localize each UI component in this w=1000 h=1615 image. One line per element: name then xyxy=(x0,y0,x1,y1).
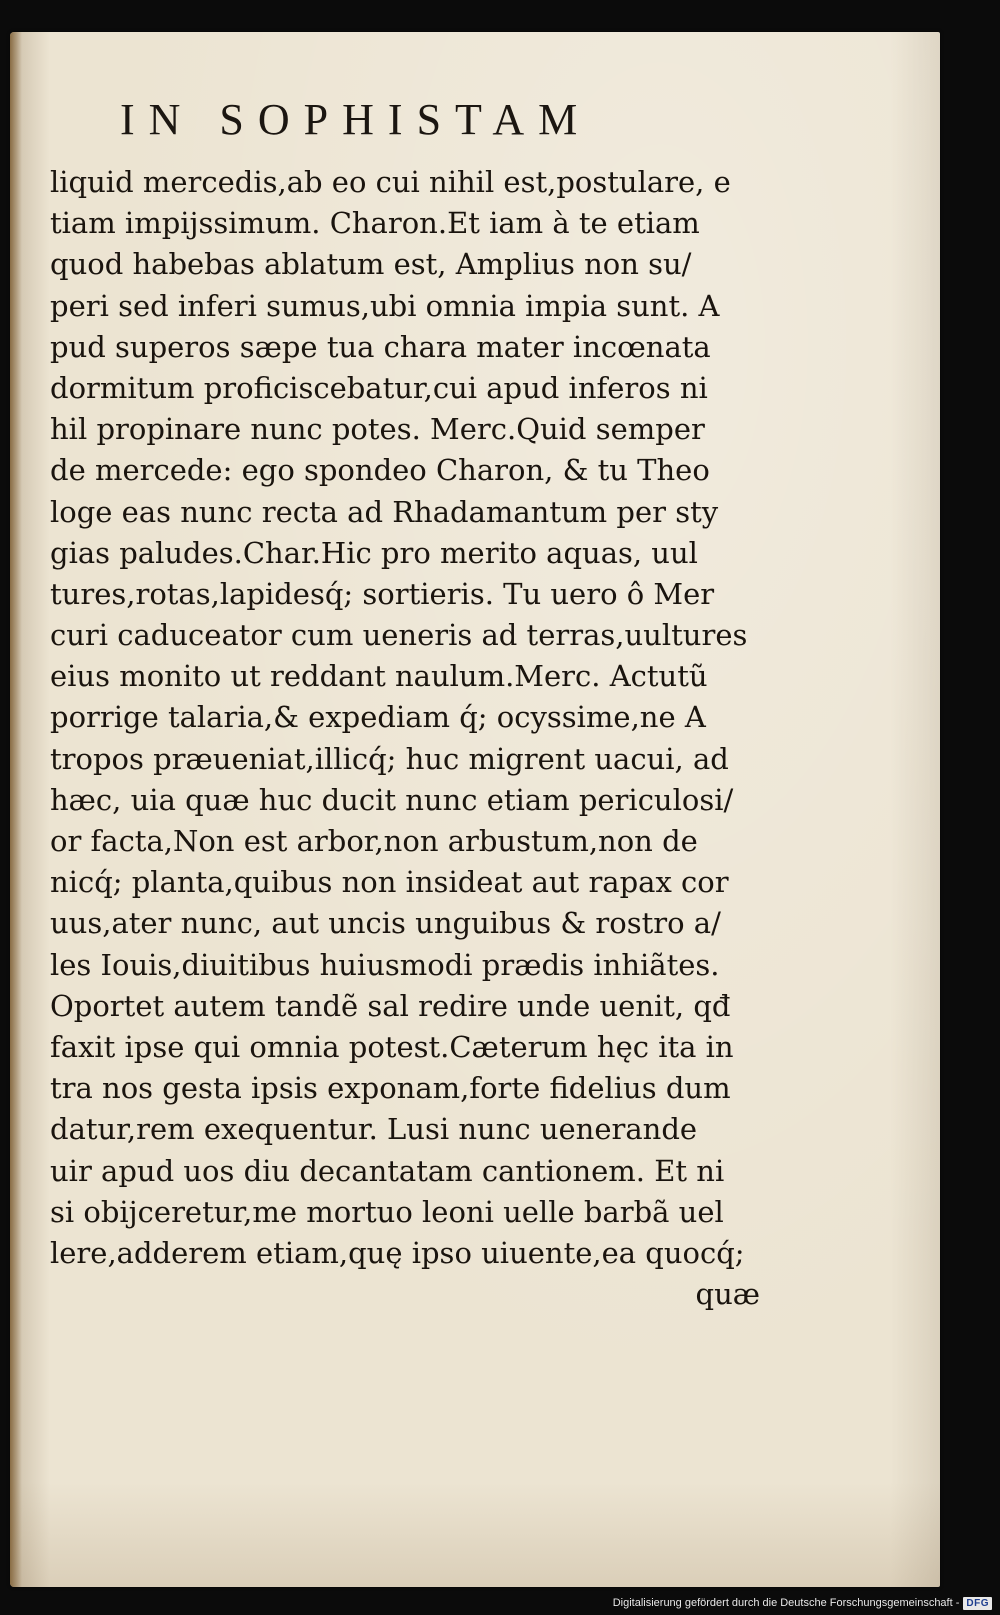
catchword: quæ xyxy=(695,1277,760,1312)
book-page xyxy=(10,32,940,1587)
text-line: les Iouis,diuitibus huiusmodi prædis inhiãtes. xyxy=(50,947,720,982)
text-line: tiam impijssimum. Charon.Et iam à te etiam xyxy=(50,206,700,241)
text-line: tures,rotas,lapidesq́; sortieris. Tu uero ô Mer xyxy=(50,576,715,611)
text-line: quod habebas ablatum est, Amplius non su/ xyxy=(50,247,692,282)
page-gutter-shadow xyxy=(10,32,22,1587)
text-line: faxit ipse qui omnia potest.Cæterum hęc ita in xyxy=(50,1029,734,1064)
text-line: de mercede: ego spondeo Charon, & tu Theo xyxy=(50,453,710,488)
text-line: eius monito ut reddant naulum.Merc. Actutũ xyxy=(50,659,708,694)
text-line: hil propinare nunc potes. Merc.Quid semper xyxy=(50,412,705,447)
text-line: lere,adderem etiam,quę ipso uiuente,ea quocq́; xyxy=(50,1235,745,1270)
text-line: curi caduceator cum ueneris ad terras,uultures xyxy=(50,618,748,653)
credit-text: Digitalisierung gefördert durch die Deutsche Forschungsgemeinschaft - xyxy=(612,1597,960,1609)
text-line: gias paludes.Char.Hic pro merito aquas, uul xyxy=(50,535,698,570)
text-line: pud superos sæpe tua chara mater incœnata xyxy=(50,329,711,364)
body-text xyxy=(50,162,770,1315)
text-line: nicq́; planta,quibus non insideat aut rapax cor xyxy=(50,865,729,900)
text-line: porrige talaria,& expediam q́; ocyssime,ne A xyxy=(50,700,706,735)
text-line: or facta,Non est arbor,non arbustum,non de xyxy=(50,824,698,858)
text-line: tropos præueniat,illicq́; huc migrent uacui, ad xyxy=(50,741,729,776)
text-line: loge eas nunc recta ad Rhadamantum per sty xyxy=(50,494,719,529)
text-line: peri sed inferi sumus,ubi omnia impia sunt. A xyxy=(50,288,720,323)
text-line: datur,rem exequentur. Lusi nunc uenerande xyxy=(50,1112,698,1147)
digitization-credit xyxy=(613,1594,992,1612)
text-line: uir apud uos diu decantatam cantionem. Et ni xyxy=(50,1153,725,1188)
text-line: dormitum proficiscebatur,cui apud inferos ni xyxy=(50,370,708,405)
text-line: uus,ater nunc, aut uncis unguibus & rostro a/ xyxy=(50,906,721,941)
text-line: hæc, uia quæ huc ducit nunc etiam periculosi/ xyxy=(50,782,734,817)
text-line: Oportet autem tandẽ sal redire unde uenit, qđ xyxy=(50,988,731,1023)
text-line: tra nos gesta ipsis exponam,forte fidelius dum xyxy=(50,1071,731,1106)
running-head: IN SOPHISTAM xyxy=(120,95,592,144)
text-line: si obijceretur,me mortuo leoni uelle barbã uel xyxy=(50,1194,724,1229)
dfg-logo-icon: DFG xyxy=(963,1597,992,1610)
text-line: liquid mercedis,ab eo cui nihil est,postulare, e xyxy=(50,165,731,199)
